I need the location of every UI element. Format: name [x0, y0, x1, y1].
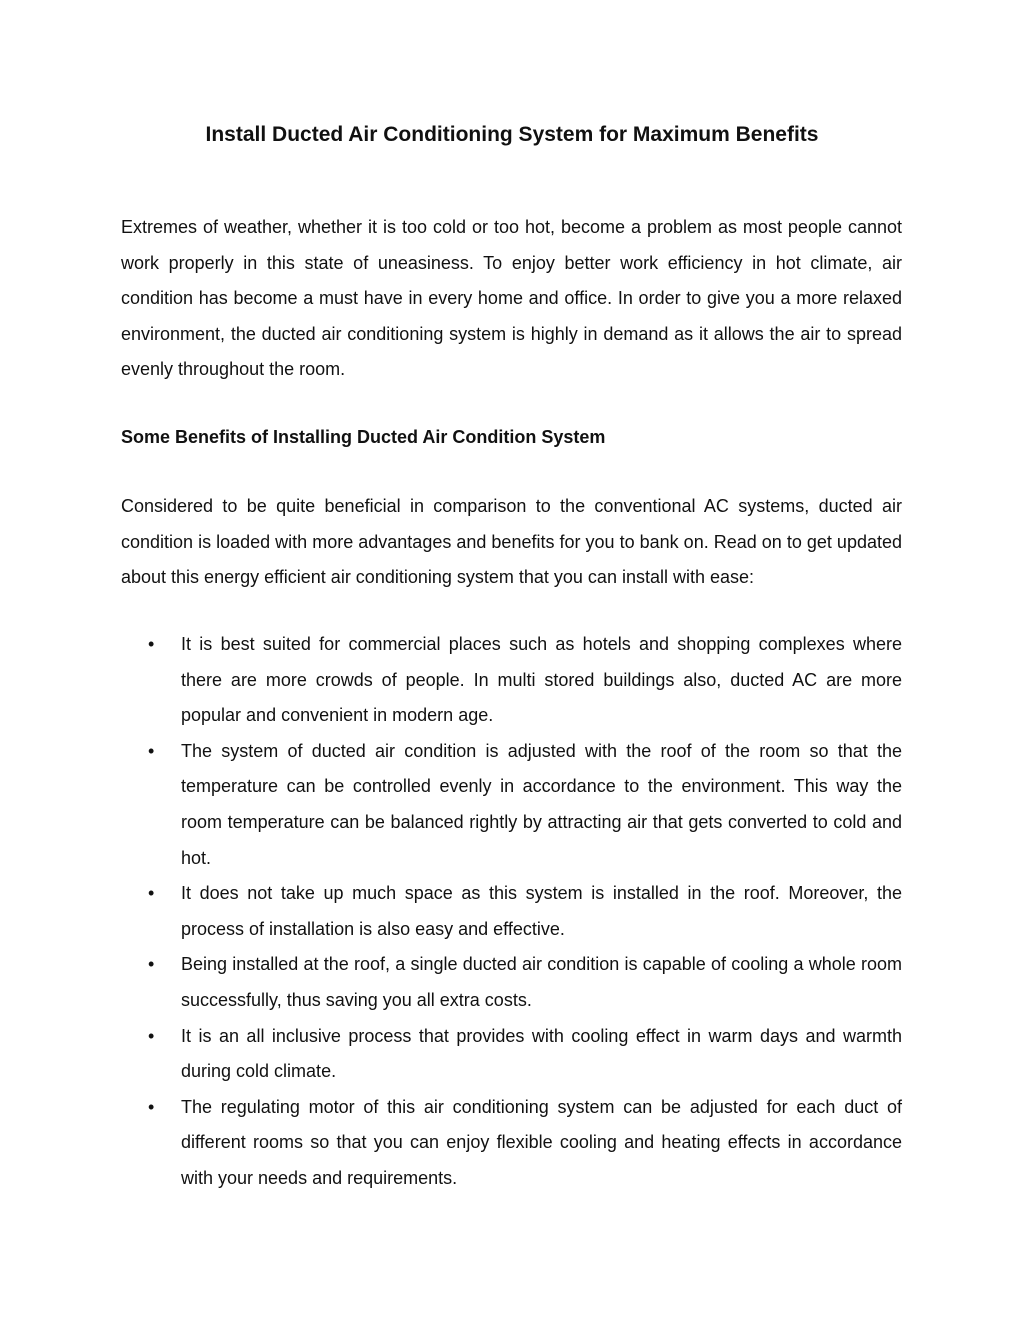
list-item [121, 734, 902, 876]
list-item [121, 876, 902, 947]
bullet-icon: • [148, 740, 155, 761]
list-item [121, 627, 902, 734]
bullet-icon: • [148, 954, 155, 975]
bullet-icon: • [148, 883, 155, 904]
benefits-list [121, 627, 902, 1197]
bullet-icon: • [148, 1096, 155, 1117]
page-title: Install Ducted Air Conditioning System for Maximum Benefits [205, 123, 819, 146]
intro-paragraph: Extremes of weather, whether it is too cold or too hot, become a problem as most people cannot work properly in this state of uneasiness. To enjoy better work efficiency in hot climate, air condition has become a must have in every home and office. In order to give you a more relaxed environment, the ducted air conditioning system is highly in demand as it allows the air to spread evenly throughout the room. [121, 217, 902, 380]
list-item-text: It is an all inclusive process that provides with cooling effect in warm days and warmth during cold climate. [181, 1025, 902, 1082]
bullet-icon: • [148, 634, 155, 654]
section-heading: Some Benefits of Installing Ducted Air Condition System [121, 427, 606, 447]
list-item-text: It does not take up much space as this system is installed in the roof. Moreover, the process of installation is also easy and effective. [181, 883, 902, 939]
list-item [121, 1090, 902, 1197]
bullet-icon: • [148, 1025, 155, 1046]
section-paragraph: Considered to be quite beneficial in comparison to the conventional AC systems, ducted air condition is loaded with more advantages and benefits for you to bank on. Read on to get updated about this energy efficient air conditioning system that you can install with ease: [121, 496, 902, 588]
list-item-text: The system of ducted air condition is adjusted with the roof of the room so that the temperature can be controlled evenly in accordance to the environment. This way the room temperature can be balanced rightly by attracting air that gets converted to cold and hot. [181, 740, 902, 868]
list-item [121, 947, 902, 1018]
list-item [121, 1019, 902, 1090]
list-item-text: Being installed at the roof, a single ducted air condition is capable of cooling a whole room successfully, thus saving you all extra costs. [181, 954, 902, 1010]
list-item-text: The regulating motor of this air conditioning system can be adjusted for each duct of different rooms so that you can enjoy flexible cooling and heating effects in accordance with your needs and requirements. [181, 1096, 902, 1188]
list-item-text: It is best suited for commercial places such as hotels and shopping complexes where there are more crowds of people. In multi stored buildings also, ducted AC are more popular and convenient in modern age. [181, 634, 902, 726]
